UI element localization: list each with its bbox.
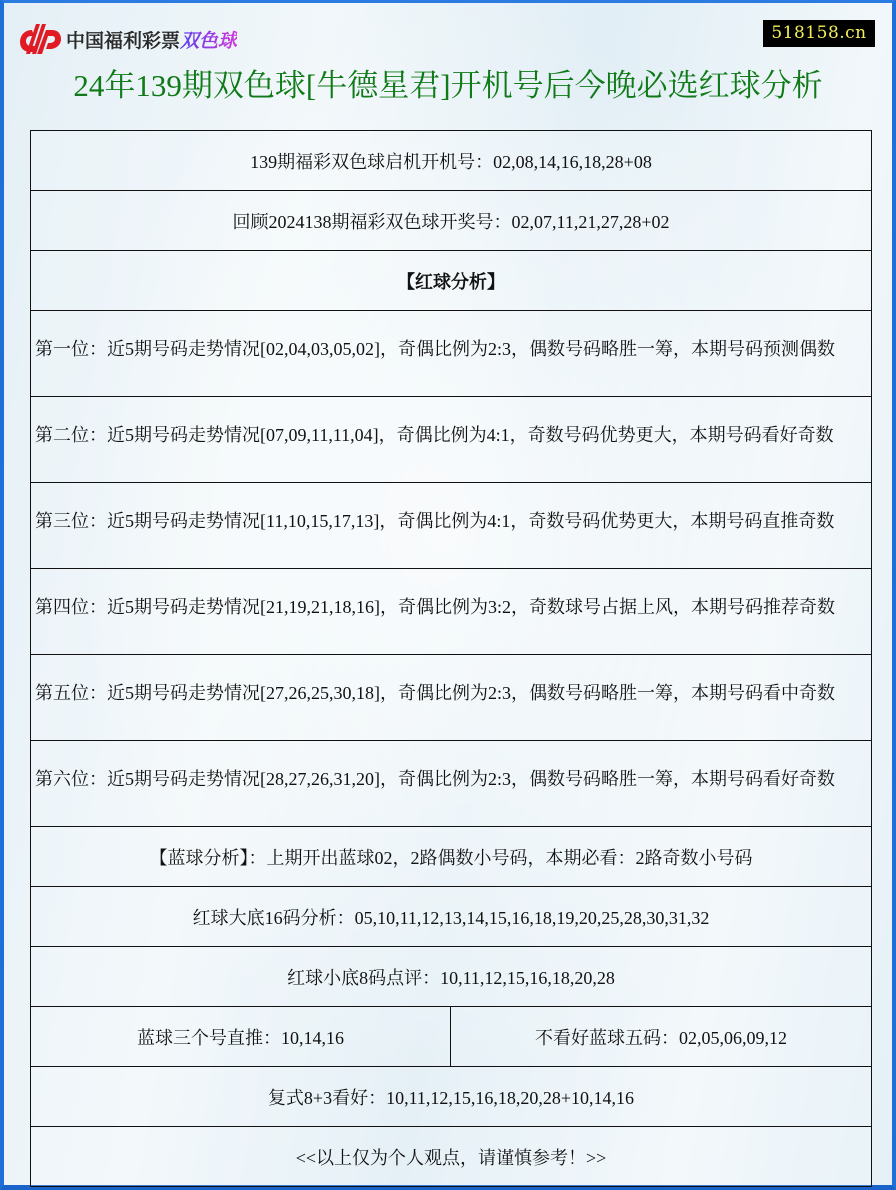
table-row	[31, 947, 872, 1007]
red-16-numbers: 红球大底16码分析：05,10,11,12,13,14,15,16,18,19,20,25,28,30,31,32	[31, 887, 872, 947]
table-row	[31, 483, 872, 569]
disclaimer: <<以上仅为个人观点，请谨慎参考！>>	[31, 1127, 872, 1187]
table-row	[31, 397, 872, 483]
analysis-table	[30, 130, 872, 1187]
position-4-analysis: 第四位：近5期号码走势情况[21,19,21,18,16]，奇偶比例为3:2，奇数球号占据上风，本期号码推荐奇数	[31, 569, 872, 655]
table-row	[31, 251, 872, 311]
table-row	[31, 827, 872, 887]
table-row	[31, 1067, 872, 1127]
cwl-logo-icon	[18, 22, 62, 56]
table-row	[31, 311, 872, 397]
position-1-analysis: 第一位：近5期号码走势情况[02,04,03,05,02]，奇偶比例为2:3，偶数号码略胜一筹，本期号码预测偶数	[31, 311, 872, 397]
table-row	[31, 655, 872, 741]
page-title: 24年139期双色球[牛德星君]开机号后今晚必选红球分析	[73, 68, 823, 103]
table-row	[31, 191, 872, 251]
table-row	[31, 131, 872, 191]
blue-exclude-five: 不看好蓝球五码：02,05,06,09,12	[451, 1007, 872, 1067]
cwl-logo[interactable]	[18, 22, 237, 56]
table-row	[31, 887, 872, 947]
position-5-analysis: 第五位：近5期号码走势情况[27,26,25,30,18]，奇偶比例为2:3，偶数号码略胜一筹，本期号码看中奇数	[31, 655, 872, 741]
logo-text-main: 中国福利彩票	[66, 29, 181, 52]
machine-numbers-cell: 139期福彩双色球启机开机号：02,08,14,16,18,28+08	[31, 131, 872, 191]
site-badge[interactable]: 518158.cn	[763, 20, 875, 47]
combo-8-3: 复式8+3看好：10,11,12,15,16,18,20,28+10,14,16	[31, 1067, 872, 1127]
cwl-logo-text	[66, 26, 237, 53]
table-row	[31, 1007, 872, 1067]
table-row	[31, 741, 872, 827]
red-ball-heading: 【红球分析】	[31, 251, 872, 311]
review-cell: 回顾2024138期福彩双色球开奖号：02,07,11,21,27,28+02	[31, 191, 872, 251]
table-row	[31, 569, 872, 655]
logo-text-accent: 双色球	[180, 29, 238, 52]
position-2-analysis: 第二位：近5期号码走势情况[07,09,11,11,04]，奇偶比例为4:1，奇数号码优势更大，本期号码看好奇数	[31, 397, 872, 483]
blue-three-picks: 蓝球三个号直推：10,14,16	[31, 1007, 451, 1067]
red-8-numbers: 红球小底8码点评：10,11,12,15,16,18,20,28	[31, 947, 872, 1007]
blue-ball-analysis: 【蓝球分析】：上期开出蓝球02，2路偶数小号码，本期必看：2路奇数小号码	[31, 827, 872, 887]
position-6-analysis: 第六位：近5期号码走势情况[28,27,26,31,20]，奇偶比例为2:3，偶数号码略胜一筹，本期号码看好奇数	[31, 741, 872, 827]
position-3-analysis: 第三位：近5期号码走势情况[11,10,15,17,13]，奇偶比例为4:1，奇数号码优势更大，本期号码直推奇数	[31, 483, 872, 569]
table-row	[31, 1127, 872, 1187]
